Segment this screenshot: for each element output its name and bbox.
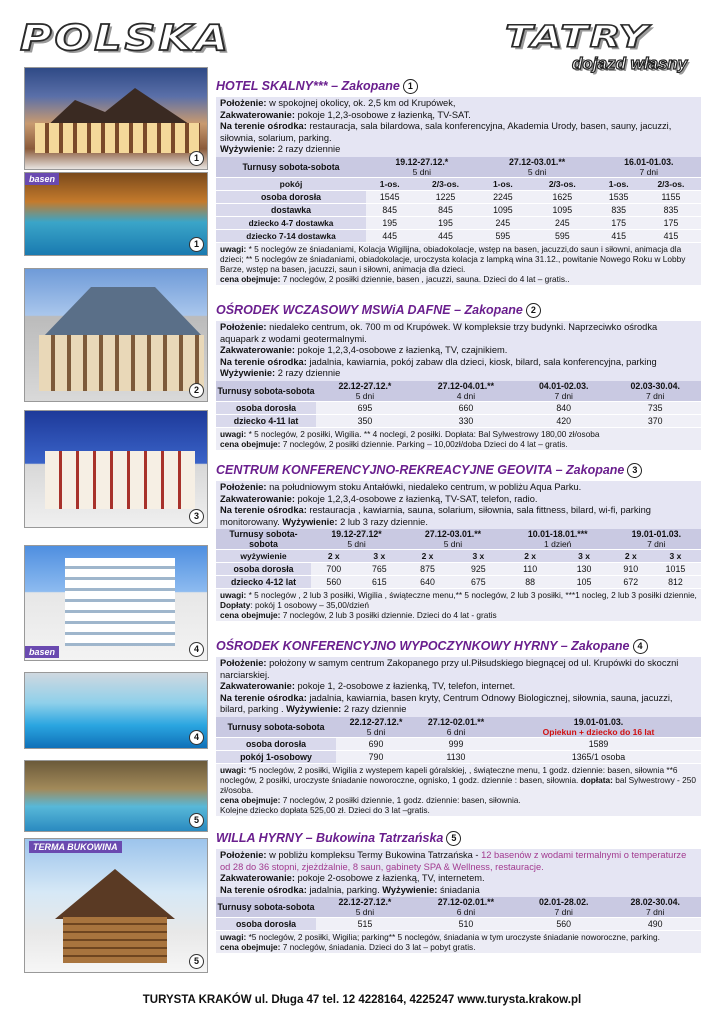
header-title-polska: POLSKA — [20, 18, 232, 59]
label-wyzywienie: Wyżywienie: — [382, 884, 438, 895]
label-na-terenie: Na terenie ośrodka: — [220, 884, 307, 895]
photo-number-badge: 4 — [189, 730, 204, 745]
photo-number-badge: 1 — [189, 237, 204, 252]
text-zakwaterowanie: pokoje 2-osobowe z łazienką, TV, internetem. — [294, 873, 485, 883]
label-na-terenie: Na terenie ośrodka: — [220, 121, 307, 131]
label-cena-obejmuje: cena obejmuje: — [220, 273, 281, 284]
table-row: osoba dorosła 690 999 1589 — [216, 737, 701, 750]
section-number-badge: 2 — [526, 303, 541, 318]
photo-label: basen — [25, 646, 59, 658]
section-osrodek-dafne — [216, 302, 701, 450]
table-row: osoba dorosła 695 660 840 735 — [216, 401, 701, 414]
section-notes — [216, 243, 701, 285]
label-wyzywienie: Wyżywienie: — [286, 704, 342, 714]
section-number-badge: 4 — [633, 639, 648, 654]
text-zakwaterowanie: pokoje 1,2,3,4-osobowe z łazienką, TV-SAT, telefon, radio. — [294, 493, 538, 504]
text-polozenie: na południowym stoku Antałówki, niedaleko centrum, w pobliżu Aqua Parku. — [266, 482, 582, 492]
section-title-text: HOTEL SKALNY*** – Zakopane — [216, 79, 400, 93]
photo-osrodek-dafne — [24, 268, 208, 402]
price-table — [216, 529, 701, 589]
text-cena-obejmuje: 7 noclegów, 2 posiłki dziennie, 1 godz. dziennie: basen, siłownia. — [280, 794, 521, 805]
period-header: 19.12-27.12* 5 dni — [311, 529, 402, 550]
text-uwagi: * 5 noclegów , 2 lub 3 posiłki, Wigilia , świąteczne menu,** 5 noclegów, 2 lub 3 posiłki, ***1 nocleg, 2 lub 3 posiłki dziennie, — [248, 590, 697, 600]
section-description — [216, 97, 701, 157]
section-geovita — [216, 462, 701, 621]
label-wyzywienie: Wyżywienie: — [282, 516, 338, 527]
section-number-badge: 1 — [403, 79, 418, 94]
period-header: 10.01-18.01.*** 1 dzień — [504, 529, 612, 550]
period-header: 27.12-02.01.** 6 dni — [416, 717, 496, 738]
header-turnusy: Turnusy sobota-sobota — [216, 717, 336, 738]
text-cena-obejmuje: 7 noclegów, 2 lub 3 posiłki dziennie. Dzieci do 4 lat - gratis — [280, 610, 497, 620]
section-willa-hyrny — [216, 830, 701, 953]
header-turnusy: Turnusy sobota-sobota — [216, 529, 311, 550]
section-notes — [216, 931, 701, 953]
text-polozenie: w pobliżu kompleksu Termy Bukowina Tatrzańska - — [266, 850, 482, 860]
footer-contact: TURYSTA KRAKÓW ul. Długa 47 tel. 12 4228164, 4225247 www.turysta.krakow.pl — [142, 994, 582, 1006]
photo-willa-hyrny — [24, 838, 208, 973]
photo-label: basen — [25, 173, 59, 185]
price-table — [216, 897, 701, 931]
table-row: dostawka 845 845 1095 1095 835 835 — [216, 203, 701, 216]
header-title-tatry: TATRY — [505, 20, 650, 55]
label-polozenie: Położenie: — [220, 482, 267, 492]
period-header: 27.12-02.01.** 6 dni — [414, 897, 518, 918]
period-header: 22.12-27.12.* 5 dni — [316, 381, 414, 402]
period-header: 22.12-27.12.* 5 dni — [336, 717, 416, 738]
label-polozenie: Położenie: — [220, 850, 267, 860]
label-zakwaterowanie: Zakwaterowanie: — [220, 681, 295, 691]
section-title — [216, 638, 701, 654]
label-na-terenie: Na terenie ośrodka: — [220, 505, 307, 515]
period-header: 02.03-30.04. 7 dni — [609, 381, 701, 402]
period-header: 27.12-03.01.** 5 dni — [478, 157, 597, 178]
table-row: osoba dorosła 700 765 875 925 110 130 910 1015 — [216, 563, 701, 576]
table-row: dziecko 7-14 dostawka 445 445 595 595 415 415 — [216, 229, 701, 242]
label-wyzywienie: Wyżywienie: — [220, 368, 276, 378]
header-turnusy: Turnusy sobota-sobota — [216, 157, 366, 178]
text-zakwaterowanie: pokoje 1, 2-osobowe z łazienką, TV, telefon, internet. — [294, 681, 516, 691]
label-cena-obejmuje: cena obejmuje: — [220, 794, 281, 805]
text-uwagi: *5 noclegów, 2 posiłki, Wigilia; parking** 5 noclegów, śniadania w tym uroczyste śniadanie noworoczne, parking. — [248, 932, 660, 942]
section-notes — [216, 589, 701, 621]
text-cena-obejmuje: 7 noclegów, 2 posiłki dziennie, basen , jacuzzi, sauna. Dzieci do 4 lat – gratis.. — [280, 273, 570, 284]
header-turnusy: Turnusy sobota-sobota — [216, 381, 316, 402]
period-header: 19.01-01.03. Opiekun + dziecko do 16 lat — [496, 717, 701, 738]
label-wyzywienie: Wyżywienie: — [220, 144, 276, 154]
text-wyzywienie: 2 razy dziennie — [341, 704, 407, 714]
section-number-badge: 5 — [446, 831, 461, 846]
section-title-text: CENTRUM KONFERENCYJNO-REKREACYJNE GEOVITA – Zakopane — [216, 463, 625, 477]
label-uwagi: uwagi: — [220, 932, 249, 942]
period-header: 02.01-28.02. 7 dni — [518, 897, 609, 918]
text-polozenie: niedaleko centrum, ok. 700 m od Krupówek. W kompleksie trzy budynki. Naprzeciwko ośrodka aquapark z wodami geotermalnymi. — [220, 322, 658, 344]
label-polozenie: Położenie: — [220, 322, 267, 332]
label-na-terenie: Na terenie ośrodka: — [220, 692, 307, 703]
table-row: osoba dorosła 1545 1225 2245 1625 1535 1155 — [216, 190, 701, 203]
period-header: 19.01-01.03. 7 dni — [612, 529, 701, 550]
text-wyzywienie: 2 lub 3 razy dziennie. — [337, 516, 428, 527]
period-header: 04.01-02.03. 7 dni — [518, 381, 609, 402]
photo-label: TERMA BUKOWINA — [29, 841, 122, 853]
text-uwagi: * 5 noclegów, 2 posiłki, Wigilia. ** 4 noclegi, 2 posiłki. Dopłata: Bal Sylwestrowy 180,00 zł/osoba — [248, 428, 600, 439]
photo-geovita — [24, 410, 208, 528]
text-kolejne-dziecko: Kolejne dziecko dopłata 525,00 zł. Dzieci do 3 lat –gratis. — [220, 804, 430, 815]
text-na-terenie: restauracja , kawiarnia, sauna, solarium, siłownia, sala fittness, bilard, wi-fi, parking monitorowany. — [220, 505, 651, 527]
text-polozenie: w spokojnej okolicy, ok. 2,5 km od Krupówek, — [266, 98, 456, 108]
table-row: pokój 1-os. 2/3-os. 1-os. 2/3-os. 1-os. 2/3-os. — [216, 177, 701, 190]
label-uwagi: uwagi: — [220, 243, 249, 254]
table-row: wyżywienie 2 x 3 x 2 x 3 x 2 x 3 x 2 x 3 x — [216, 550, 701, 563]
photo-hotel-skalny-pool — [24, 172, 208, 256]
photo-number-badge: 5 — [189, 954, 204, 969]
photo-number-badge: 2 — [189, 383, 204, 398]
price-table — [216, 717, 701, 764]
section-title — [216, 78, 701, 94]
label-uwagi: uwagi: — [220, 590, 249, 600]
period-header: 27.12-04.01.** 4 dni — [414, 381, 518, 402]
photo-number-badge: 5 — [189, 813, 204, 828]
text-doplata: bal Sylwestrowy - 250 zł/osoba. — [220, 774, 696, 795]
label-zakwaterowanie: Zakwaterowanie: — [220, 345, 295, 355]
header-turnusy: Turnusy sobota-sobota — [216, 897, 316, 918]
period-header: 19.12-27.12.* 5 dni — [366, 157, 478, 178]
text-zakwaterowanie: pokoje 1,2,3-osobowe z łazienką, TV-SAT. — [294, 109, 471, 120]
label-cena-obejmuje: cena obejmuje: — [220, 610, 281, 620]
section-notes — [216, 428, 701, 450]
label-doplata: dopłata: — [580, 774, 613, 785]
section-title — [216, 830, 701, 846]
section-hyrny — [216, 638, 701, 816]
text-polozenie: położony w samym centrum Zakopanego przy ul.Piłsudskiego biegnącej od ul. Krupówki do skoczni narciarskiej. — [220, 658, 679, 680]
text-na-terenie: jadalnia, kawiarnia, basen kryty, Centrum Odnowy Biologicznej, siłownia, sauna, jacuzzi, bilard, parking . — [220, 692, 673, 714]
photo-hotel-skalny — [24, 67, 208, 170]
period-header: 22.12-27.12.* 5 dni — [316, 897, 414, 918]
text-na-terenie: restauracja, sala bilardowa, sala konferencyjna, Akademia Urody, basen, sauny, jacuzzi, siłownia, solarium, parking. — [220, 121, 672, 143]
text-na-terenie: jadalnia, kawiarnia, pokój zabaw dla dzieci, kiosk, bilard, sala konferencyjna, parking — [306, 356, 657, 367]
price-table — [216, 157, 701, 243]
price-table — [216, 381, 701, 428]
table-row: dziecko 4-12 lat 560 615 640 675 88 105 672 812 — [216, 576, 701, 589]
text-na-terenie: jadalnia, parking. — [306, 884, 383, 895]
photo-hyrny-building — [24, 545, 208, 661]
text-termy-highlight: 12 basenów z wodami termalnymi o temperaturze od 28 do 36 stopni, zjeżdżalnie, 8 saun, gabinety SPA & Wellness, restauracje. — [220, 850, 687, 872]
section-description — [216, 481, 701, 529]
photo-number-badge: 4 — [189, 642, 204, 657]
section-title-text: WILLA HYRNY – Bukowina Tatrzańska — [216, 831, 444, 845]
text-doplaty: : pokój 1 osobowy – 35,00/dzień — [250, 600, 369, 610]
label-na-terenie: Na terenie ośrodka: — [220, 356, 307, 367]
text-wyzywienie: 2 razy dziennie — [275, 144, 341, 154]
text-cena-obejmuje: 7 noclegów, śniadania. Dzieci do 3 lat – pobyt gratis. — [280, 942, 476, 952]
text-uwagi: * 5 noclegów ze śniadaniami, Kolacja Wigilijna, obiadokolacje, wstęp na basen, jacuzzi,do saun i siłowni, animacja dla dzieci; ** 5 noclegów ze śniadaniami, obiadokolacje, uroczysta kolacja z lampką wina 31.12., powitanie Nowego Roku w Lobby Barze, wstęp na basen, jacuzzi, saun i siłowni, animacja dla dzieci. — [220, 243, 686, 274]
section-title — [216, 462, 701, 478]
table-row: dziecko 4-11 lat 350 330 420 370 — [216, 414, 701, 427]
label-polozenie: Położenie: — [220, 98, 267, 108]
table-row: pokój 1-osobowy 790 1130 1365/1 osoba — [216, 750, 701, 763]
header-subtitle: dojazd własny — [572, 54, 688, 73]
label-cena-obejmuje: cena obejmuje: — [220, 942, 281, 952]
photo-terma-bukowina — [24, 760, 208, 832]
section-hotel-skalny — [216, 78, 701, 285]
period-header: 27.12-03.01.** 5 dni — [402, 529, 504, 550]
text-cena-obejmuje: 7 noclegów, 2 posiłki dziennie. Parking – 10,00zł/doba Dzieci do 4 lat – gratis. — [280, 438, 568, 449]
section-title-text: OŚRODEK KONFERENCYJNO WYPOCZYNKOWY HYRNY – Zakopane — [216, 639, 630, 653]
section-description — [216, 321, 701, 381]
section-title-text: OŚRODEK WCZASOWY MSWiA DAFNE – Zakopane — [216, 303, 523, 317]
text-wyzywienie: 2 razy dziennie — [275, 368, 341, 378]
section-title — [216, 302, 701, 318]
section-notes — [216, 764, 701, 816]
label-zakwaterowanie: Zakwaterowanie: — [220, 493, 295, 504]
text-wyzywienie: śniadania — [437, 884, 480, 895]
label-cena-obejmuje: cena obejmuje: — [220, 438, 281, 449]
label-uwagi: uwagi: — [220, 428, 249, 439]
label-doplaty: Dopłaty — [220, 600, 251, 610]
table-row: osoba dorosła 515 510 560 490 — [216, 918, 701, 931]
period-header: 28.02-30.04. 7 dni — [609, 897, 701, 918]
photo-number-badge: 3 — [189, 509, 204, 524]
label-uwagi: uwagi: — [220, 764, 249, 775]
section-number-badge: 3 — [627, 463, 642, 478]
photo-hyrny-pool — [24, 672, 208, 749]
table-row: dziecko 4-7 dostawka 195 195 245 245 175 175 — [216, 216, 701, 229]
page-header — [0, 0, 724, 72]
text-zakwaterowanie: pokoje 1,2,3,4-osobowe z łazienką, TV, czajnikiem. — [294, 345, 508, 355]
period-header: 16.01-01.03. 7 dni — [597, 157, 701, 178]
section-description — [216, 849, 701, 897]
label-polozenie: Położenie: — [220, 658, 267, 668]
label-zakwaterowanie: Zakwaterowanie: — [220, 873, 295, 883]
label-zakwaterowanie: Zakwaterowanie: — [220, 109, 295, 120]
text-uwagi: *5 noclegów, 2 posiłki, Wigilia z wystepem kapeli góralskiej, , świąteczne menu, 1 godz. dziennie: basen, siłownia **6 noclegów, 2 posiłki, uroczyste śniadanie noworoczne, ognisko, 1 godz. dziennie : basen, siłownia. — [220, 764, 678, 785]
section-description — [216, 657, 701, 717]
photo-number-badge: 1 — [189, 151, 204, 166]
